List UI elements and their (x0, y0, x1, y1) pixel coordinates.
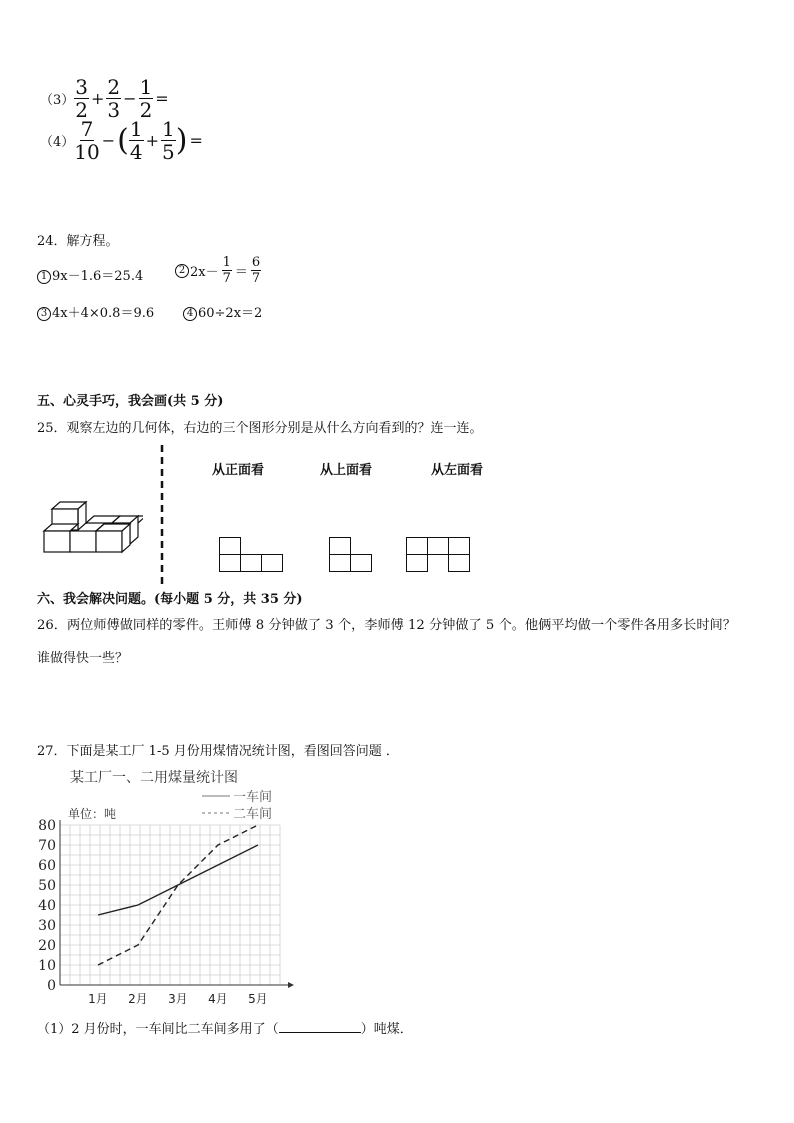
equals-sign: ＝ (234, 265, 248, 280)
x-tick-labels (88, 992, 268, 1006)
denominator: 7 (251, 271, 261, 286)
circled-number: 4 (183, 307, 197, 321)
equals-sign: = (155, 88, 169, 108)
numerator: 7 (80, 116, 94, 141)
y-tick-label: 70 (38, 838, 56, 854)
chart-grid (60, 825, 280, 985)
fraction (139, 74, 154, 122)
grid-square (329, 537, 351, 555)
numerator: 1 (139, 74, 153, 99)
numerator: 1 (129, 116, 143, 141)
q26-line-1: 26．两位师傅做同样的零件。王师傅 8 分钟做了 3 个，李师傅 12 分钟做了 5 个。他俩平均做一个零件各用多长时间？ (37, 618, 736, 633)
q27-sub-1-suffix: ）吨煤． (360, 1022, 413, 1037)
fraction (129, 116, 144, 164)
fraction (251, 256, 261, 285)
view-shape-1 (219, 537, 289, 575)
x-axis-arrow (288, 982, 294, 988)
equation-text: 60÷2x＝2 (198, 306, 263, 321)
y-tick-label: 80 (38, 818, 56, 834)
denominator: 5 (162, 139, 175, 164)
fraction (106, 74, 121, 122)
fraction (222, 256, 232, 285)
view-label-left: 从左面看 (431, 463, 484, 478)
grid-square (406, 554, 428, 572)
denominator: 2 (75, 97, 89, 122)
view-shape-3 (406, 537, 476, 575)
grid-square (350, 554, 372, 572)
y-tick-label: 60 (38, 858, 56, 874)
y-axis-unit-label: 单位：吨 (68, 807, 117, 821)
numerator: 2 (107, 74, 121, 99)
fraction (74, 74, 89, 122)
q27-sub-1 (37, 1018, 413, 1037)
y-tick-label: 0 (47, 978, 56, 994)
chart-legend (202, 789, 272, 822)
cube-solid-figure (38, 495, 143, 560)
grid-square (219, 537, 241, 555)
grid-square (261, 554, 283, 572)
right-paren: ) (175, 122, 188, 158)
operator: − (123, 88, 137, 108)
q24-equation-4 (183, 302, 262, 321)
numerator: 6 (251, 255, 261, 270)
q24-equation-2 (175, 256, 261, 285)
numerator: 1 (162, 116, 175, 141)
section-6-title: 六、我会解决问题。 (37, 592, 155, 607)
grid-square (240, 554, 262, 572)
q23-item3 (40, 74, 171, 122)
denominator: 7 (222, 271, 231, 286)
numerator: 1 (222, 255, 231, 270)
item-label: （3） (40, 92, 75, 108)
y-tick-label: 40 (38, 898, 56, 914)
denominator: 2 (139, 97, 153, 122)
circled-number: 1 (37, 270, 51, 284)
legend-label: 二车间 (233, 807, 273, 822)
q24-title: 24．解方程。 (37, 234, 119, 249)
grid-square (427, 537, 449, 555)
view-shape-2 (329, 537, 379, 575)
q26-line-2: 谁做得快一些？ (37, 651, 129, 666)
x-tick-label: 1月 (88, 992, 108, 1006)
q25-text: 25．观察左边的几何体，右边的三个图形分别是从什么方向看到的？连一连。 (37, 421, 483, 436)
q27-text: 27．下面是某工厂 1-5 月份用煤情况统计图，看图回答问题 ． (37, 744, 399, 759)
view-label-top: 从上面看 (320, 463, 373, 478)
numerator: 3 (75, 74, 89, 99)
grid-square (219, 554, 241, 572)
x-tick-label: 2月 (128, 992, 148, 1006)
x-tick-label: 3月 (168, 992, 188, 1006)
item-label: （4） (40, 134, 75, 150)
circled-number: 2 (175, 264, 189, 278)
circled-number: 3 (37, 307, 51, 321)
x-tick-label: 4月 (208, 992, 228, 1006)
operator: − (101, 130, 116, 150)
equals-sign: = (189, 130, 203, 150)
section-6-note: (每小题 5 分，共 35 分) (154, 592, 303, 607)
grid-square (448, 537, 470, 555)
y-tick-label: 50 (38, 878, 56, 894)
equation-prefix: 2x－ (190, 265, 219, 280)
fraction (161, 116, 176, 164)
y-tick-labels (38, 818, 56, 994)
series-line-1 (98, 845, 258, 915)
q24-equation-3 (37, 302, 154, 321)
q24-equation-1 (37, 265, 143, 284)
y-tick-label: 10 (38, 958, 56, 974)
q23-item4 (40, 118, 205, 162)
denominator: 10 (74, 139, 100, 164)
left-paren: ( (117, 122, 129, 158)
legend-label: 一车间 (233, 790, 273, 805)
y-tick-label: 30 (38, 918, 56, 934)
fraction (74, 116, 100, 164)
line-chart (30, 762, 330, 1012)
grid-square (406, 537, 428, 555)
denominator: 3 (107, 97, 121, 122)
grid-square (448, 554, 470, 572)
x-tick-label: 5月 (248, 992, 268, 1006)
denominator: 4 (129, 139, 143, 164)
view-label-front: 从正面看 (212, 463, 265, 478)
y-tick-label: 20 (38, 938, 56, 954)
dashed-divider (160, 445, 164, 585)
answer-blank[interactable] (279, 1020, 361, 1033)
grid-square (329, 554, 351, 572)
section-5-heading: 五、心灵手巧，我会画(共 5 分) (37, 394, 224, 409)
q27-sub-1-prefix: （1）2 月份时，一车间比二车间多用了（ (37, 1022, 279, 1037)
equation-text: 4x＋4×0.8＝9.6 (52, 306, 155, 321)
section-6-heading (37, 588, 303, 607)
equation-text: 9x－1.6＝25.4 (52, 269, 144, 284)
operator: + (91, 88, 105, 108)
operator: + (145, 130, 159, 150)
chart-title: 某工厂一、二用煤量统计图 (70, 770, 238, 786)
